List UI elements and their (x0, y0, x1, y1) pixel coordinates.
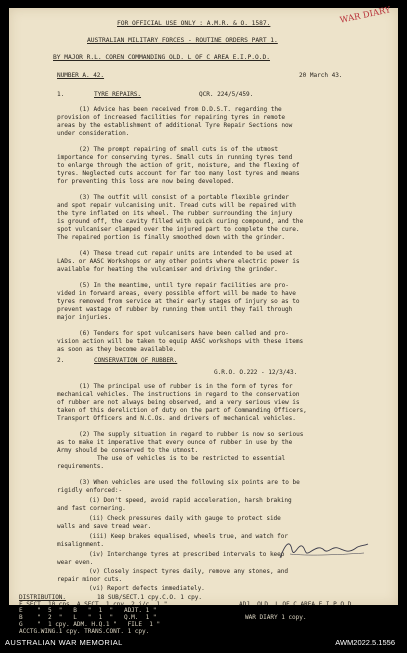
paragraph-line: major injuries. (57, 314, 112, 321)
section-number: 2. (57, 357, 65, 364)
forces-heading: AUSTRALIAN MILITARY FORCES - ROUTINE ORDERS PART 1. (87, 37, 278, 44)
paragraph-line: (i) Don't speed, avoid rapid acceleration, harsh braking (89, 497, 292, 504)
paragraph-line: under consideration. (57, 130, 130, 137)
archive-name: AUSTRALIAN WAR MEMORIAL (5, 638, 123, 647)
paragraph-line: for preventing this loss are now being developed. (57, 178, 235, 185)
paragraph-line: (1) Advice has been received from D.D.S.T. regarding the (79, 106, 282, 113)
distribution-title: DISTRIBUTION. (19, 594, 67, 601)
paragraph-line: requirements. (57, 463, 105, 470)
section-reference: QCR. 224/5/459. (199, 91, 254, 98)
paragraph-line: rigidly enforced:- (57, 487, 123, 494)
paragraph-line: repair minor cuts. (57, 576, 123, 583)
paragraph-line: prevent wastage of rubber by running them until they fail through (57, 306, 293, 313)
paragraph-line: wear even. (57, 559, 94, 566)
paragraph-line: misalignment. (57, 541, 105, 548)
paragraph-line: areas by the establishment of additional Tyre Repair Sections now (57, 122, 293, 129)
paragraph-line: (2) The prompt repairing of small cuts is of the utmost (79, 146, 279, 153)
section-reference: G.R.O. O.222 - 12/3/43. (214, 369, 298, 376)
distribution-row: 18 SUB/SECT.1 cpy.C.O. 1 cpy. (97, 594, 202, 601)
paragraph-line: of rubber are not always being observed, and a very serious view is (57, 399, 300, 406)
paragraph-line: (v) Closely inspect tyres daily, remove any stones, and (89, 568, 289, 575)
document-page (9, 5, 398, 605)
paragraph-line: provision of increased facilities for repairing tyres in remote (57, 114, 285, 121)
section-number: 1. (57, 91, 65, 98)
archive-footer (0, 605, 407, 653)
paragraph-line: (iii) Keep brakes equalised, wheels true, and watch for (89, 533, 289, 540)
official-use-heading: FOR OFFICIAL USE ONLY : A.M.R. & O. 1587. (117, 20, 271, 27)
distribution-row: B " 2 " L " 1 " Q.M. 1 " (19, 614, 157, 621)
paragraph-line: The repaired portion is finally smoothed down with the grinder. (57, 234, 285, 241)
paragraph-line: the tyre inflated on its wheel. The rubber surrounding the injury (57, 210, 293, 217)
paragraph-line: spot vulcaniser clamped over the injured part to complete the cure. (57, 226, 300, 233)
paragraph-line: vision action will be taken to equip AASC workshops with these items (57, 338, 304, 345)
paragraph-line: walls and save tread wear. (57, 523, 152, 530)
paragraph-line: (2) The supply situation in regard to rubber is now so serious (79, 431, 304, 438)
paragraph-line: (iv) Interchange tyres at prescribed intervals to keep (89, 551, 285, 558)
paragraph-line: and fast cornering. (57, 505, 126, 512)
distribution-row: E " 5 " B " 1 " ADJT. 1 " (19, 607, 157, 614)
paragraph-line: (4) These tread cut repair units are intended to be used at (79, 250, 293, 257)
paragraph-line: The use of vehicles is to be restricted to essential (97, 455, 286, 462)
paragraph-line: is ground off, the cavity filled with quick curing compound, and the (57, 218, 304, 225)
war-diary-copy: WAR DIARY 1 copy. (245, 614, 307, 621)
paragraph-line: and spot repair vulcanising unit. Tread cuts will be repaired with (57, 202, 296, 209)
paragraph-line: to enlarge through the action of grit, moisture, and the flexing of (57, 162, 300, 169)
section-title: CONSERVATION OF RUBBER. (94, 357, 178, 364)
paragraph-line: tyres removed from service at their early stages of injury so as to (57, 298, 300, 305)
paragraph-line: (ii) Check pressures daily with gauge to protect side (89, 515, 281, 522)
paragraph-line: (3) The outfit will consist of a portable flexible grinder (79, 194, 289, 201)
paragraph-line: (5) In the meantime, until tyre repair facilities are pro- (79, 282, 289, 289)
signature (276, 536, 372, 564)
paragraph-line: tyres. Neglected cuts account for far too many lost tyres and means (57, 170, 300, 177)
paragraph-line: (1) The principal use of rubber is in the form of tyres for (79, 383, 293, 390)
paragraph-line: (vi) Report defects immediately. (89, 585, 205, 592)
paragraph-line: Army should be conserved to the utmost. (57, 447, 199, 454)
paragraph-line: LADs. or AASC Workshops or any other points where electric power is (57, 258, 300, 265)
paragraph-line: as soon as they become available. (57, 346, 177, 353)
paragraph-line: mechanical vehicles. The instructions in regard to the conservation (57, 391, 300, 398)
commanding-heading: BY MAJOR R.L. COREN COMMANDING OLD. L OF C AREA E.I.P.O.D. (53, 54, 270, 61)
paragraph-line: (3) When vehicles are used the following six points are to be (79, 479, 300, 486)
paragraph-line: (6) Tenders for spot vulcanisers have been called and pro- (79, 330, 289, 337)
distribution-row: ACCTG.WING.1 cpy. TRANS.CONT. 1 cpy. (19, 628, 150, 635)
war-diary-stamp: WAR DIARY (339, 5, 392, 26)
paragraph-line: vided in forward areas, every possible effort will be made to have (57, 290, 296, 297)
paragraph-line: as to make it imperative that every ounce of rubber in use by the (57, 439, 293, 446)
paragraph-line: available for heating the vulcaniser and driving the grinder. (57, 266, 278, 273)
section-title: TYRE REPAIRS. (94, 91, 142, 98)
order-number: NUMBER A. 42. (57, 72, 105, 79)
archive-reference: AWM2022.5.1556 (335, 638, 395, 647)
order-date: 20 March 43. (299, 72, 343, 79)
paragraph-line: importance for conserving tyres. Small cuts in running tyres tend (57, 154, 293, 161)
paragraph-line: taken of this dereliction of duty on the part of Commanding Officers, (57, 407, 307, 414)
paragraph-line: Transport Officers and N.C.Os. and drivers of mechanical vehicles. (57, 415, 296, 422)
distribution-row: G " 1 cpy. ADM. H.Q.1 " FILE 1 " (19, 621, 161, 628)
